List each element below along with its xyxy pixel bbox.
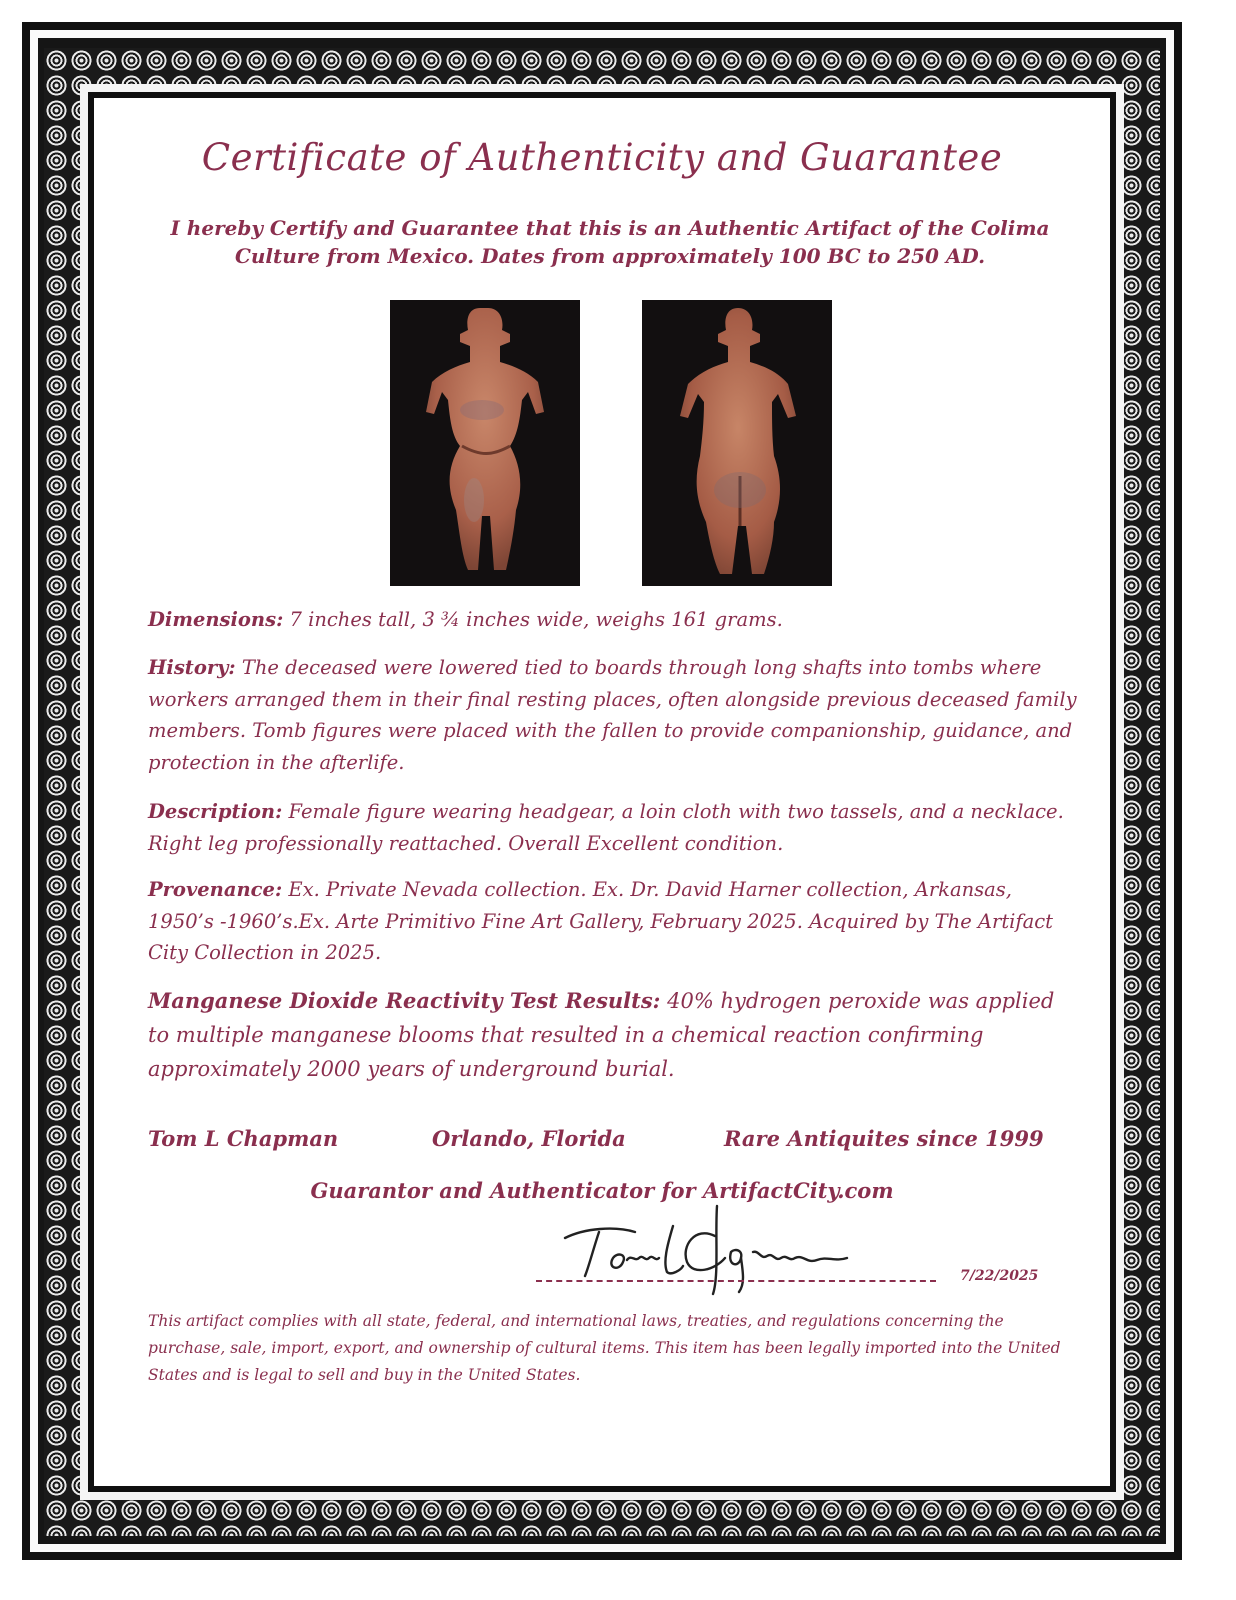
- description-label: Description:: [148, 800, 283, 823]
- provenance-label: Provenance:: [148, 878, 283, 901]
- description-text: Female figure wearing headgear, a loin cloth with two tassels, and a necklace. Right leg professionally reattached. Overall Excellent condition.: [148, 800, 1064, 855]
- description-paragraph: [148, 796, 1078, 859]
- signer-name: Tom L Chapman: [148, 1126, 339, 1151]
- test-results-paragraph: [148, 984, 1078, 1086]
- test-results-label: Manganese Dioxide Reactivity Test Results:: [148, 988, 661, 1013]
- signature-date: 7/22/2025: [960, 1268, 1039, 1284]
- intro-line-1: I hereby Certify and Guarantee that this is an Authentic Artifact of the Colima: [170, 216, 1050, 240]
- certificate-title: Certificate of Authenticity and Guarantee: [201, 136, 1003, 179]
- history-label: History:: [148, 656, 236, 679]
- intro-line-2: Culture from Mexico. Dates from approximately 100 BC to 250 AD.: [234, 244, 986, 268]
- signer-business: Rare Antiquites since 1999: [724, 1126, 1044, 1151]
- signature-line: [536, 1280, 936, 1282]
- guarantor-line: Guarantor and Authenticator for ArtifactCity.com: [310, 1178, 894, 1203]
- signer-location: Orlando, Florida: [432, 1126, 626, 1151]
- dimensions-label: Dimensions:: [148, 608, 284, 631]
- test-results-text: 40% hydrogen peroxide was applied to multiple manganese blooms that resulted in a chemical reaction confirming approximately 2000 years of underground burial.: [148, 989, 1055, 1081]
- intro-statement: [130, 214, 1090, 270]
- history-text: The deceased were lowered tied to boards through long shafts into tombs where workers arranged them in their final resting places, often alongside previous deceased family members. Tomb figures were placed with the fallen to provide companionship, guidance, and protection in the afterlife.: [148, 656, 1077, 774]
- handwritten-signature: [555, 1196, 885, 1300]
- provenance-text: Ex. Private Nevada collection. Ex. Dr. David Harner collection, Arkansas, 1950’s -1960’s.Ex. Arte Primitivo Fine Art Gallery, February 2025. Acquired by The Artifact City Collection in 2025.: [148, 878, 1054, 964]
- provenance-paragraph: [148, 874, 1078, 969]
- dimensions-text: 7 inches tall, 3 ¾ inches wide, weighs 161 grams.: [283, 608, 783, 631]
- figure-back-photo: [642, 300, 832, 586]
- history-paragraph: [148, 652, 1078, 778]
- figure-front-photo: [390, 300, 580, 586]
- legal-compliance-text: This artifact complies with all state, federal, and international laws, treaties, and regulations concerning the purchase, sale, import, export, and ownership of cultural items. This item has been legally imported into the United States and is legal to sell and buy in the United States.: [148, 1312, 1061, 1384]
- dimensions-paragraph: [148, 604, 1078, 636]
